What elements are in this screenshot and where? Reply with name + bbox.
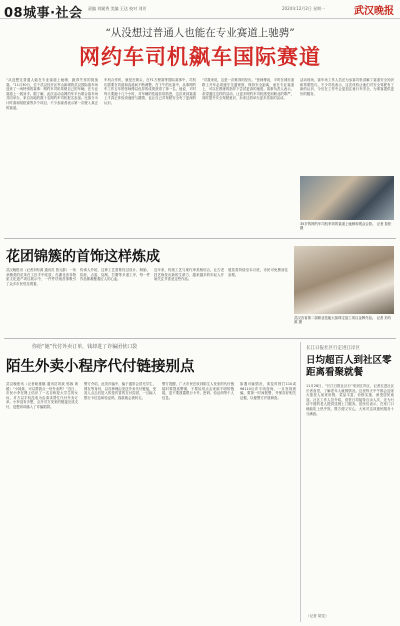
story3-column-1: 武汉晚报讯（记者耿惠娜 通讯员刘欢 郭蓉 黄媛）“小妹妹，可以帮我点一份外卖吗？”近日，市民小李在网上结识了一名自称是大学生的女孩，对方以手机没电为由请求帮忙代付外卖订单。小李没有多想，点开对方发来的链接完成支付，没想到却落入了诈骗陷阱。	[6, 382, 78, 409]
story1-column-4: 活动现场，赛车场工作人员还为参赛司机讲解了赛道安全知识和驾驶技巧。不少司机表示，这次体验让他们对安全驾驶有了新的认识，今后在工作中会更加注意行车安全，为乘客提供更好的服务。	[300, 78, 394, 96]
story2-column-2: 传承人介绍，这种工艺需要经过设计、制胎、掐丝、点蓝、烧制、打磨等多道工序，每一件作品都凝聚着匠人的心血。	[80, 268, 150, 282]
editors-line: 责编 刘娓秀 美编 王达 校对 刘芳	[88, 6, 147, 11]
column-rule	[300, 342, 301, 622]
side-headline: 日均超百人到社区零距离看聚就餐	[306, 355, 392, 378]
section-title: 08城事·社会	[4, 6, 83, 21]
story1-quote-headline: “从没想过普通人也能在专业赛道上驰骋”	[105, 27, 295, 39]
story1-column-2: 车机合作机，就是在街头，在F1方程赛等国际赛事中，司机们需要在弯道和直道间不断调整。在下午的比赛中，从事网约车工作五年的张师傅以优异的成绩获得了第一名。他说，平时每天要跑十几个小时，对车辆的性能非常熟悉，这次来到赛道上才真正体验到速度与激情，也让自己对驾驶安全有了更深的认识。	[104, 78, 196, 105]
jewelry-photo	[294, 246, 394, 314]
jewelry-photo-caption: 武汉各省第二届职业技能大赛珠宝加工项目金牌作品。 记者 刘有源 摄	[294, 316, 392, 325]
story2-headline: 花团锦簇的首饰这样炼成	[6, 249, 160, 265]
section-divider	[4, 238, 396, 239]
story3-column-3: 警方提醒，广大市民在收到陌生人发来的代付链接时要提高警惕，不要轻易点击来源不明的链接，更不要泄露银行卡号、密码、验证码等个人信息。	[162, 382, 234, 400]
story3-column-4: 如遇可疑情况，请及时拨打110或96110反诈专线咨询，一旦发现被骗，要第一时间报警，并保存好相关证据，以便警方开展调查。	[240, 382, 296, 400]
story2-column-4: 展览将持续至本月底，市民可免费前往参观。	[228, 268, 288, 277]
story2-column-3: 近年来，传统工艺与现代审美相结合，让古老技艺焕发出新的生命力，越来越多的年轻人开始关注并喜爱这些作品。	[154, 268, 224, 282]
side-body: 11月28日，“长江日报社区行”来到江岸区，记者走进社区长者食堂，了解老年人就餐情况。这里每天中午都会迎来大批老人前来用餐，菜品丰富、价格实惠，深受居民欢迎。社区工作人员介绍，食堂日均接待百余人次，还为行动不便的老人提供送餐上门服务。居民们表示，在家门口就能吃上热乎饭，既方便又安心，大家对这项惠民服务十分满意。	[306, 384, 394, 416]
story3-headline: 陌生外卖小程序代付链接别点	[6, 359, 195, 375]
issue-date: 2024年12月2日 星期一	[282, 6, 326, 11]
side-byline: （记者 胡龙）	[306, 614, 329, 618]
story1-column-3: “对我来说，这是一次难得的经历。”张师傅说，平时在城市道路上开车必须遵守交通规则，保持安全距离，而在专业赛道上，可以在教练的指导下尝试更高的速度。赛事负责人表示，希望通过这样的活动，让更多网约车司机感受到职业的尊严，同时提升安全驾驶意识，未来还将举办更多类似的活动。	[202, 78, 294, 101]
page-header	[0, 0, 400, 19]
racing-photo-caption: 35岁的网约车司机李刘的赛道上驰骋和观众合影。 记者 詹松 摄	[300, 222, 392, 231]
section-divider	[4, 338, 396, 339]
story1-headline: 网约车司机飙车国际赛道	[79, 45, 321, 69]
newspaper-logo: 武汉晚报	[354, 6, 394, 17]
story3-kicker: 你给“她”代付外卖订单，钱却进了诈骗团伙口袋	[32, 344, 138, 350]
side-kicker: 长江日报社区行走进江岸区	[306, 346, 360, 351]
racing-car-photo	[300, 176, 394, 220]
story3-column-2: 警方介绍，此类诈骗中，骗子通常会冒充学生、网友等身份，以各种理由发送外卖代付链接，受害人点击后进入的是仿冒的支付页面，一旦输入银行卡信息和验证码，钱款就会被转走。	[84, 382, 156, 400]
story1-column-1: “从没想过普通人能在专业赛道上驰骋，跑得失常的挑战赛。”11月30日，位于武汉经开区军山新城的武汉国际赛车场迎来了一场特别的赛事：网约车司机驾驶自己的车辆，在专业赛道上一展身手。据了解，此次活动由网约车平台联合赛车场共同举办，来自各地的数十名网约车司机报名参加。比赛分为计时赛和绕桩赛等多个项目，不少参赛者表示第一次驶入真正的赛道。	[6, 78, 98, 110]
story2-column-1: 武汉晚报讯（记者刘有源 通讯员 曾元群）一朵朵精美的花朵在工匠手中绽放，在湖北省非物质文化遗产项目展示中，一件件珐琅首饰吸引了众多市民驻足观看。	[6, 268, 76, 286]
